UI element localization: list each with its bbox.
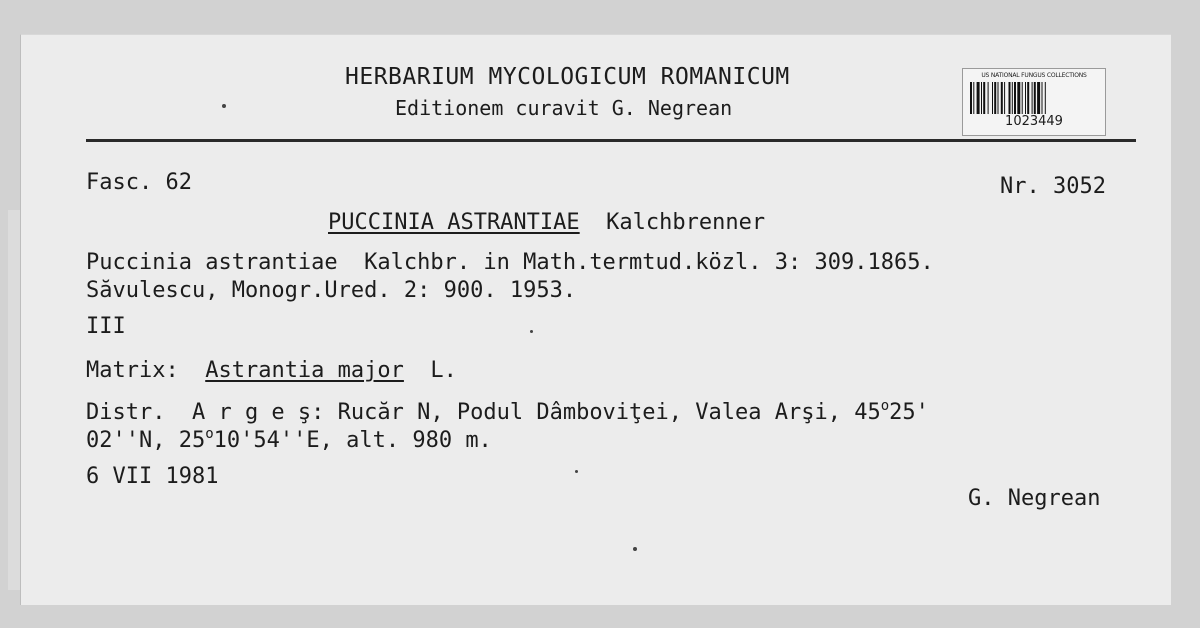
barcode-number: 1023449 bbox=[1005, 114, 1063, 129]
editor-line: Editionem curavit G. Negrean bbox=[395, 96, 733, 120]
distribution-line-2 bbox=[86, 428, 492, 454]
barcode-collection-name: US NATIONAL FUNGUS COLLECTIONS bbox=[981, 72, 1087, 79]
citation-line-2: Săvulescu, Monogr.Ured. 2: 900. 1953. bbox=[86, 278, 577, 303]
host-name: Astrantia major bbox=[205, 358, 404, 383]
distribution-text-1-end: 25' bbox=[889, 400, 929, 425]
exsiccata-number: Nr. 3052 bbox=[1000, 174, 1106, 199]
distribution-text-1: Distr. A r g e ş: Rucăr N, Podul Dâmboviţei, Valea Arşi, 45 bbox=[86, 400, 881, 425]
paper-speck bbox=[530, 330, 533, 333]
degree-mark-1: o bbox=[880, 398, 890, 414]
host-author: L. bbox=[430, 358, 457, 383]
paper-speck bbox=[633, 547, 637, 551]
distribution-text-2b: 10'54''E, alt. 980 m. bbox=[213, 428, 492, 453]
herbarium-title: HERBARIUM MYCOLOGICUM ROMANICUM bbox=[345, 64, 790, 90]
distribution-line-1 bbox=[86, 400, 929, 426]
distribution-text-2a: 02''N, 25 bbox=[86, 428, 206, 453]
barcode-label bbox=[962, 68, 1106, 136]
species-author: Kalchbrenner bbox=[606, 210, 766, 235]
header-divider bbox=[86, 139, 1136, 142]
species-name: PUCCINIA ASTRANTIAE bbox=[328, 210, 580, 235]
citation-line-1: Puccinia astrantiae Kalchbr. in Math.termtud.közl. 3: 309.1865. bbox=[86, 250, 934, 275]
matrix-line bbox=[86, 358, 457, 384]
species-title bbox=[328, 210, 765, 236]
fascicle-number: Fasc. 62 bbox=[86, 170, 192, 195]
collector-name: G. Negrean bbox=[968, 486, 1101, 511]
paper-speck bbox=[222, 104, 226, 108]
paper-speck bbox=[575, 470, 578, 473]
barcode-bars bbox=[970, 82, 1098, 114]
spore-stage: III bbox=[86, 314, 126, 339]
matrix-label: Matrix: bbox=[86, 358, 179, 383]
collection-date: 6 VII 1981 bbox=[86, 464, 219, 489]
degree-mark-2: o bbox=[205, 426, 214, 442]
